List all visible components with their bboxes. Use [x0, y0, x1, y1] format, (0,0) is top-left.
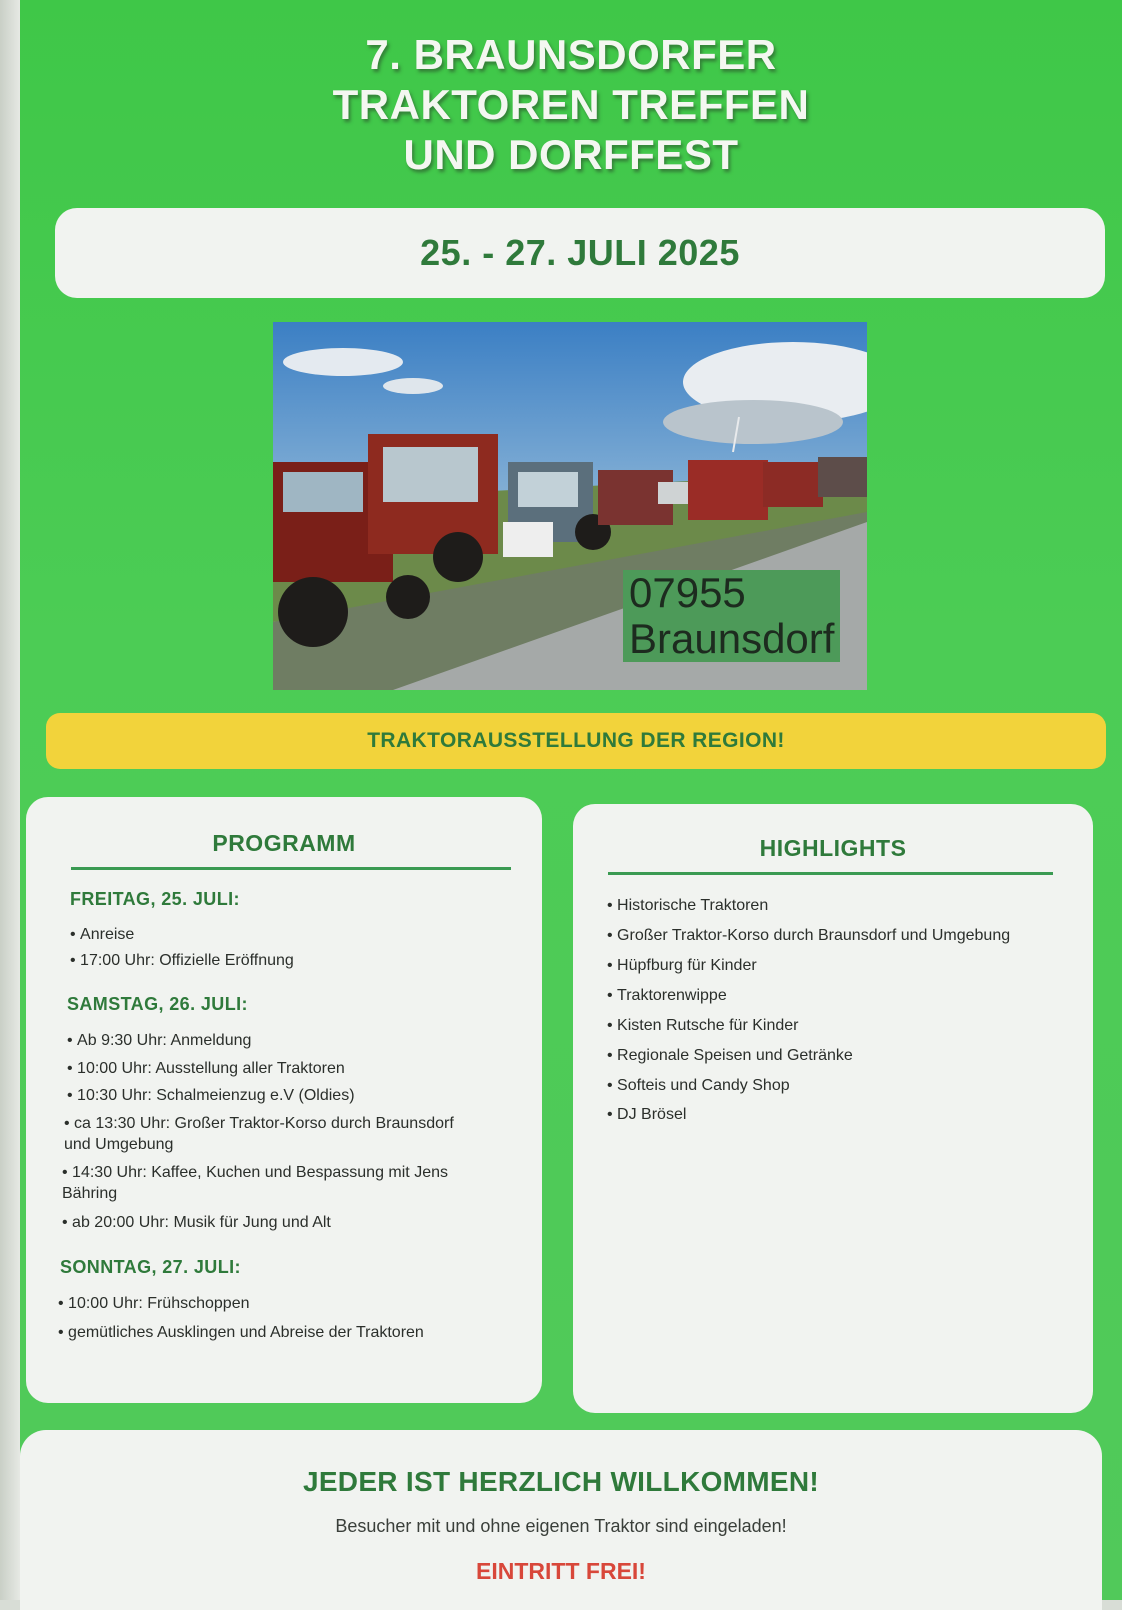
highlights-title-rule — [608, 872, 1053, 875]
program-item: • ab 20:00 Uhr: Musik für Jung und Alt — [62, 1212, 331, 1233]
program-item-continuation: und Umgebung — [64, 1136, 174, 1153]
highlight-item: • Hüpfburg für Kinder — [607, 955, 757, 976]
paper-edge — [0, 0, 20, 1600]
title-line-2: TRAKTOREN TREFFEN — [332, 81, 810, 128]
program-item: • 10:00 Uhr: Ausstellung aller Traktoren — [67, 1058, 345, 1079]
event-date: 25. - 27. JULI 2025 — [420, 232, 740, 273]
highlight-item: • Regionale Speisen und Getränke — [607, 1045, 853, 1066]
town-name: Braunsdorf — [629, 615, 835, 662]
program-item: • Ab 9:30 Uhr: Anmeldung — [67, 1030, 251, 1051]
day-heading-saturday: SAMSTAG, 26. JULI: — [67, 994, 248, 1014]
title-line-3: UND DORFFEST — [403, 131, 739, 178]
program-item: • gemütliches Ausklingen und Abreise der Traktoren — [58, 1322, 424, 1343]
event-title — [20, 30, 1122, 180]
program-title: PROGRAMM — [212, 830, 356, 856]
program-item: • Anreise — [70, 924, 134, 945]
title-line-1: 7. BRAUNSDORFER — [365, 31, 777, 78]
highlight-item: • Traktorenwippe — [607, 985, 727, 1006]
program-item: • ca 13:30 Uhr: Großer Traktor-Korso durch Braunsdorf — [64, 1113, 454, 1134]
photo-location-caption — [623, 570, 840, 662]
welcome-title: JEDER IST HERZLICH WILLKOMMEN! — [302, 1466, 820, 1497]
program-item: • 10:00 Uhr: Frühschoppen — [58, 1293, 250, 1314]
program-item: • 17:00 Uhr: Offizielle Eröffnung — [70, 950, 294, 971]
highlight-item: • Softeis und Candy Shop — [607, 1075, 790, 1096]
day-heading-friday: FREITAG, 25. JULI: — [70, 889, 240, 909]
postal-code: 07955 — [629, 569, 746, 616]
program-title-rule — [71, 867, 511, 870]
highlight-item: • DJ Brösel — [607, 1104, 686, 1125]
program-item-continuation: Bähring — [62, 1185, 118, 1202]
banner-text: TRAKTORAUSSTELLUNG DER REGION! — [367, 729, 785, 752]
tractor-photo — [273, 322, 867, 690]
highlight-item: • Kisten Rutsche für Kinder — [607, 1015, 798, 1036]
program-item: • 14:30 Uhr: Kaffee, Kuchen und Bespassung mit Jens — [62, 1162, 448, 1183]
highlights-card — [573, 804, 1093, 1413]
welcome-box — [20, 1430, 1102, 1610]
day-heading-sunday: SONNTAG, 27. JULI: — [60, 1257, 241, 1277]
free-entry-text: EINTRITT FREI! — [476, 1558, 646, 1584]
highlight-item: • Historische Traktoren — [607, 895, 768, 916]
exhibition-banner — [46, 713, 1106, 769]
program-item: • 10:30 Uhr: Schalmeienzug e.V (Oldies) — [67, 1085, 355, 1106]
highlight-item: • Großer Traktor-Korso durch Braunsdorf und Umgebung — [607, 925, 1010, 946]
program-card — [26, 797, 542, 1403]
highlights-title: HIGHLIGHTS — [759, 835, 907, 861]
date-box — [55, 208, 1105, 298]
poster — [20, 0, 1122, 1600]
welcome-subtitle: Besucher mit und ohne eigenen Traktor sind eingeladen! — [335, 1516, 787, 1536]
